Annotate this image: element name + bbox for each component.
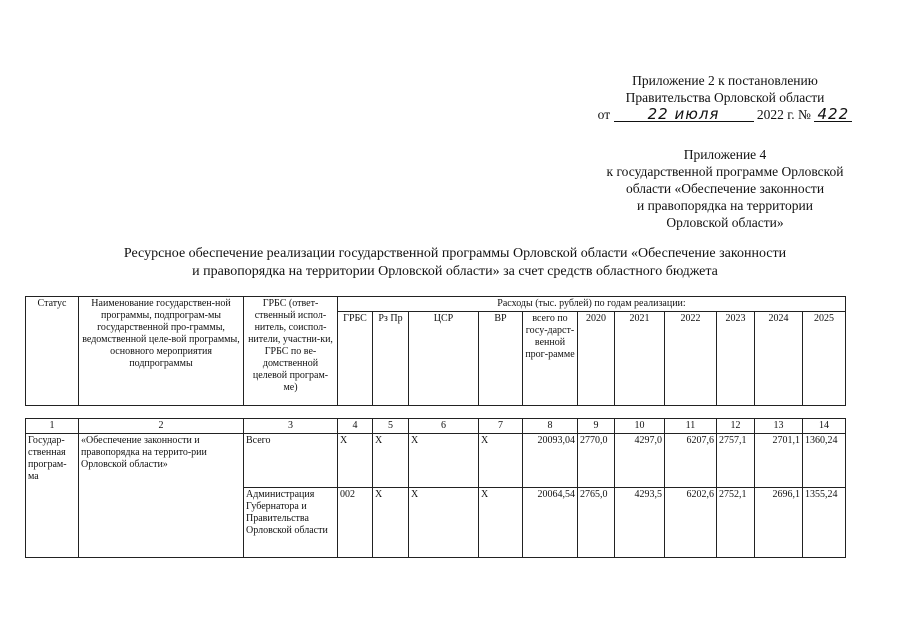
column-number: 6 [409, 419, 479, 434]
row-grbs-name: Администрация Губернатора и Правительства Орловской области [244, 488, 338, 558]
row-rzpr: Х [373, 434, 409, 488]
row-year-2021: 4293,5 [615, 488, 665, 558]
row-total: 20093,04 [523, 434, 578, 488]
row-program-name: «Обеспечение законности и правопорядка на террито-рии Орловской области» [79, 434, 244, 558]
row-total: 20064,54 [523, 488, 578, 558]
document-title [60, 245, 850, 281]
header-year-2024: 2024 [755, 312, 803, 406]
header-rzpr: Рз Пр [373, 312, 409, 406]
handwritten-date: 22 июля [614, 107, 754, 122]
column-number: 13 [755, 419, 803, 434]
row-year-2020: 2765,0 [578, 488, 615, 558]
appendix-4-block [575, 146, 875, 231]
row-year-2023: 2757,1 [717, 434, 755, 488]
appendix-2-from: от [597, 107, 611, 122]
row-status: Государ-ственная програм-ма [26, 434, 79, 558]
header-vr: ВР [479, 312, 523, 406]
header-csr: ЦСР [409, 312, 479, 406]
document-title-line1: Ресурсное обеспечение реализации государственной программы Орловской области «Обеспечение законности [123, 246, 787, 261]
row-year-2024: 2701,1 [755, 434, 803, 488]
header-year-2022: 2022 [665, 312, 717, 406]
header-total: всего по госу-дарст-венной прог-рамме [523, 312, 578, 406]
appendix-4-line3: области «Обеспечение законности [625, 181, 825, 196]
header-expenses: Расходы (тыс. рублей) по годам реализации: [338, 297, 846, 312]
header-grbs-code: ГРБС [338, 312, 373, 406]
appendix-4-line5: Орловской области» [666, 215, 784, 230]
column-number: 14 [803, 419, 846, 434]
row-year-2025: 1360,24 [803, 434, 846, 488]
header-status: Статус [26, 297, 79, 406]
header-name: Наименование государствен-ной программы, подпрограм-мы государственной про-граммы, ведомственной целе-вой программы, основного мероприятия подпрограммы [79, 297, 244, 406]
appendix-4-line2: к государственной программе Орловской [606, 164, 844, 179]
appendix-2-date-line [585, 106, 865, 123]
header-grbs-responsible: ГРБС (ответ-ственный испол-нитель, соиспол-нители, участни-ки, ГРБС по ве-домственной целевой програм-ме) [244, 297, 338, 406]
table-row [26, 434, 846, 488]
appendix-2-block [585, 72, 865, 123]
column-number-row [26, 419, 846, 434]
row-grbs-code: 002 [338, 488, 373, 558]
appendix-4-line4: и правопорядка на территории [636, 198, 813, 213]
handwritten-number: 422 [814, 107, 852, 122]
row-vr: Х [479, 488, 523, 558]
column-number: 2 [79, 419, 244, 434]
row-grbs-code: Х [338, 434, 373, 488]
header-year-2023: 2023 [717, 312, 755, 406]
column-number: 5 [373, 419, 409, 434]
row-year-2023: 2752,1 [717, 488, 755, 558]
column-number: 12 [717, 419, 755, 434]
column-number: 10 [615, 419, 665, 434]
document-title-line2: и правопорядка на территории Орловской области» за счет средств областного бюджета [192, 264, 718, 279]
appendix-4-line1: Приложение 4 [683, 147, 767, 162]
row-year-2024: 2696,1 [755, 488, 803, 558]
row-year-2021: 4297,0 [615, 434, 665, 488]
row-rzpr: Х [373, 488, 409, 558]
appendix-2-line2: Правительства Орловской области [625, 90, 825, 105]
header-year-2025: 2025 [803, 312, 846, 406]
column-number: 11 [665, 419, 717, 434]
row-vr: Х [479, 434, 523, 488]
column-number: 3 [244, 419, 338, 434]
row-csr: Х [409, 488, 479, 558]
appendix-2-year: 2022 г. № [756, 107, 811, 122]
resource-table-header [25, 296, 846, 406]
row-csr: Х [409, 434, 479, 488]
row-grbs-name: Всего [244, 434, 338, 488]
column-number: 7 [479, 419, 523, 434]
column-number: 8 [523, 419, 578, 434]
column-number: 4 [338, 419, 373, 434]
resource-table-body [25, 418, 846, 558]
row-year-2022: 6207,6 [665, 434, 717, 488]
row-year-2020: 2770,0 [578, 434, 615, 488]
row-year-2025: 1355,24 [803, 488, 846, 558]
column-number: 1 [26, 419, 79, 434]
row-year-2022: 6202,6 [665, 488, 717, 558]
appendix-2-line1: Приложение 2 к постановлению [632, 73, 818, 88]
column-number: 9 [578, 419, 615, 434]
header-year-2020: 2020 [578, 312, 615, 406]
header-year-2021: 2021 [615, 312, 665, 406]
